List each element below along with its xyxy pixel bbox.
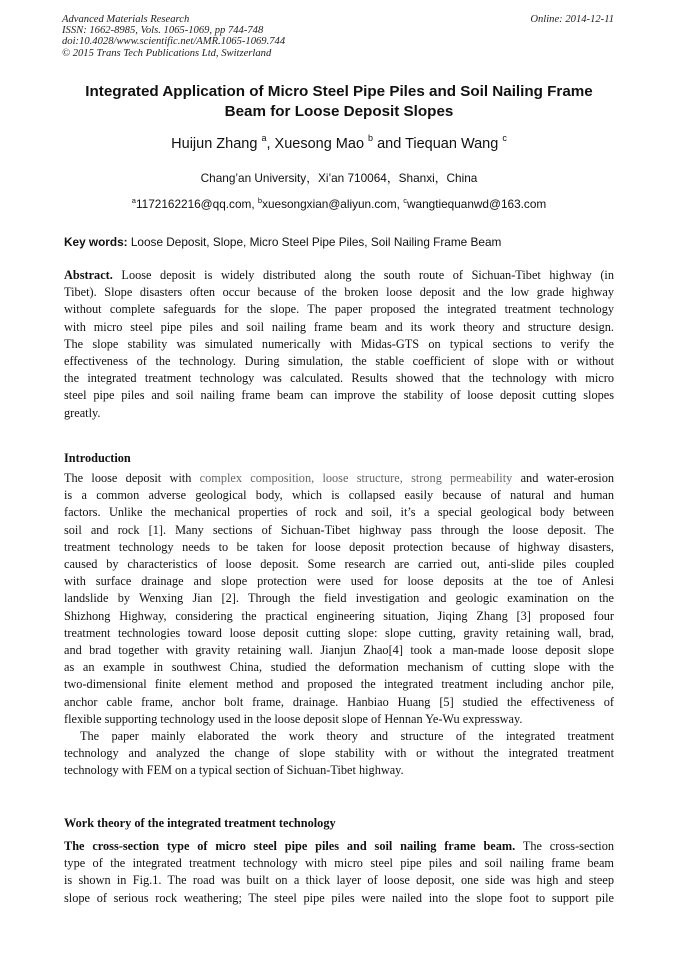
issn-line: ISSN: 1662-8985, Vols. 1065-1069, pp 744-748: [62, 25, 264, 37]
paper-title: [40, 82, 638, 122]
intro-line: soil and rock [1]. Many sections of Sichuan-Tibet highway pass through the loose deposit. The: [64, 522, 614, 537]
email-3[interactable]: wangtiequanwd@163.com: [407, 197, 547, 211]
work-lead: The cross-section type of micro steel pipe piles and soil nailing frame beam.: [64, 839, 516, 853]
author-2-mark: b: [368, 133, 374, 143]
intro-line: technology and analyzed the change of slope stability with or without the integrated treatment: [64, 746, 614, 761]
intro-line: technology with FEM on a typical section of Sichuan-Tibet highway.: [64, 763, 404, 778]
abstract-line: with micro steel pipe piles and soil nailing frame beam and its work theory and structure design.: [64, 319, 614, 334]
intro-line: treatment technology needs to be taken for loose deposit protection because of highway disasters,: [64, 539, 614, 554]
journal-name: Advanced Materials Research: [62, 14, 190, 25]
author-separator-2: and: [373, 136, 406, 152]
online-date: Online: 2014-12-11: [530, 14, 614, 25]
doi-line[interactable]: doi:10.4028/www.scientific.net/AMR.1065-1069.744: [62, 36, 286, 48]
abstract-label: Abstract.: [64, 268, 113, 282]
intro-line: anchor cable frame, anchor bolt frame, drainage. Hanbiao Huang [5] studied the effectiveness of: [64, 694, 614, 709]
intro-line: as an example in southwest China, studied the deformation mechanism of cutting slope with the: [64, 660, 614, 675]
work-first-rest: The cross-section: [515, 839, 615, 853]
abstract-line: the integrated treatment technology was calculated. Results showed that the technology with micro: [64, 371, 614, 386]
author-separator-1: ,: [266, 136, 275, 152]
intro-line: landslide by Wenxing Jian [2]. Through the field investigation and geologic examination on the: [64, 591, 614, 606]
email-2-mark: b: [257, 196, 263, 205]
affiliation: Chang’an University，Xi’an 710064，Shanxi，China: [200, 171, 478, 185]
abstract-first-text: Loose deposit is widely distributed along the south route of Sichuan-Tibet highway (in: [112, 268, 614, 282]
work-theory-paragraph: [64, 838, 614, 907]
author-emails: [40, 196, 638, 212]
intro-line: [64, 470, 614, 487]
author-list: [40, 134, 638, 154]
introduction-paragraph-1: [64, 470, 614, 780]
author-3-mark: c: [502, 133, 507, 143]
work-line: [64, 838, 614, 855]
work-line: slope of serious rock weathering; The steel pipe piles were nailed into the slope foot to support pile: [64, 890, 614, 905]
intro-line: flexible supporting technology used in the loose deposit slope of Hennan Ye-Wu expressway.: [64, 711, 523, 726]
abstract-line: The slope stability was simulated numerically with Midas-GTS on typical sections to verify the: [64, 336, 614, 351]
intro-first-pre: The loose deposit with: [64, 471, 200, 485]
intro-line: caused by characteristics of loose deposit. Some research are carried out, anti-slide piles coupled: [64, 557, 614, 572]
intro-line: treatment technologies toward loose deposit cutting slope: slope cutting, gravity retaining wall, brad,: [64, 625, 614, 640]
intro-line: Shizhong Highway, considering the practical engineering situation, Jiqing Zhang [3] proposed four: [64, 608, 614, 623]
intro-first-highlight: complex composition, loose structure, strong permeability: [199, 471, 513, 485]
work-line: type of the integrated treatment technology with micro steel pipe piles and soil nailing frame beam: [64, 856, 614, 871]
intro-line: factors. Unlike the mechanical properties of rock and soil, it’s a special geological body between: [64, 505, 614, 520]
keywords-text: Loose Deposit, Slope, Micro Steel Pipe Piles, Soil Nailing Frame Beam: [127, 235, 502, 249]
intro-line: two-dimensional finite element method and proposed the integrated treatment including anchor pile,: [64, 677, 614, 692]
title-line-2: Beam for Loose Deposit Slopes: [224, 103, 454, 120]
abstract-line: without complete safeguards for the slope. The paper proposed the integrated treatment technology: [64, 302, 614, 317]
section-heading-introduction: Introduction: [64, 451, 131, 465]
abstract-paragraph: [64, 267, 614, 422]
author-1-mark: a: [261, 133, 267, 143]
copyright-line: © 2015 Trans Tech Publications Ltd, Switzerland: [62, 47, 272, 59]
work-line: is shown in Fig.1. The road was built on a thick layer of loose deposit, one side was high and steep: [64, 873, 614, 888]
section-heading-work-theory: Work theory of the integrated treatment technology: [64, 816, 336, 830]
author-2: Xuesong Mao: [274, 136, 365, 152]
email-1[interactable]: 1172162216@qq.com,: [135, 197, 258, 211]
intro-line: and brad together with gravity retaining wall. Jianjun Zhao[4] took a man-made loose deposit slope: [64, 643, 614, 658]
keywords-label: Key words:: [64, 235, 128, 249]
intro-line: is a common adverse geological body, which is collapsed easily because of natural and human: [64, 488, 614, 503]
email-3-mark: c: [403, 196, 407, 205]
intro-line: with surface drainage and slope protection were used for loose deposits at the toe of Anlesi: [64, 574, 614, 589]
intro-first-post: and water-erosion: [512, 471, 614, 485]
intro-line: The paper mainly elaborated the work theory and structure of the integrated treatment: [80, 729, 614, 744]
author-3: Tiequan Wang: [405, 136, 499, 152]
title-line-1: Integrated Application of Micro Steel Pipe Piles and Soil Nailing Frame: [85, 83, 593, 100]
abstract-line: effectiveness of the technology. During simulation, the stable coefficient of slope with or without: [64, 354, 614, 369]
email-1-mark: a: [131, 196, 136, 205]
author-1: Huijun Zhang: [171, 136, 258, 152]
abstract-line: [64, 267, 614, 284]
abstract-line: steel pipe piles and soil nailing frame beam can improve the stability of loose deposit cutting slopes: [64, 388, 614, 403]
abstract-line: Tibet). Slope disasters often occur because of the broken loose deposit and the low grade highway: [64, 285, 614, 300]
email-2[interactable]: xuesongxian@aliyun.com,: [262, 197, 404, 211]
abstract-line: greatly.: [64, 405, 101, 420]
keywords: [64, 234, 616, 250]
